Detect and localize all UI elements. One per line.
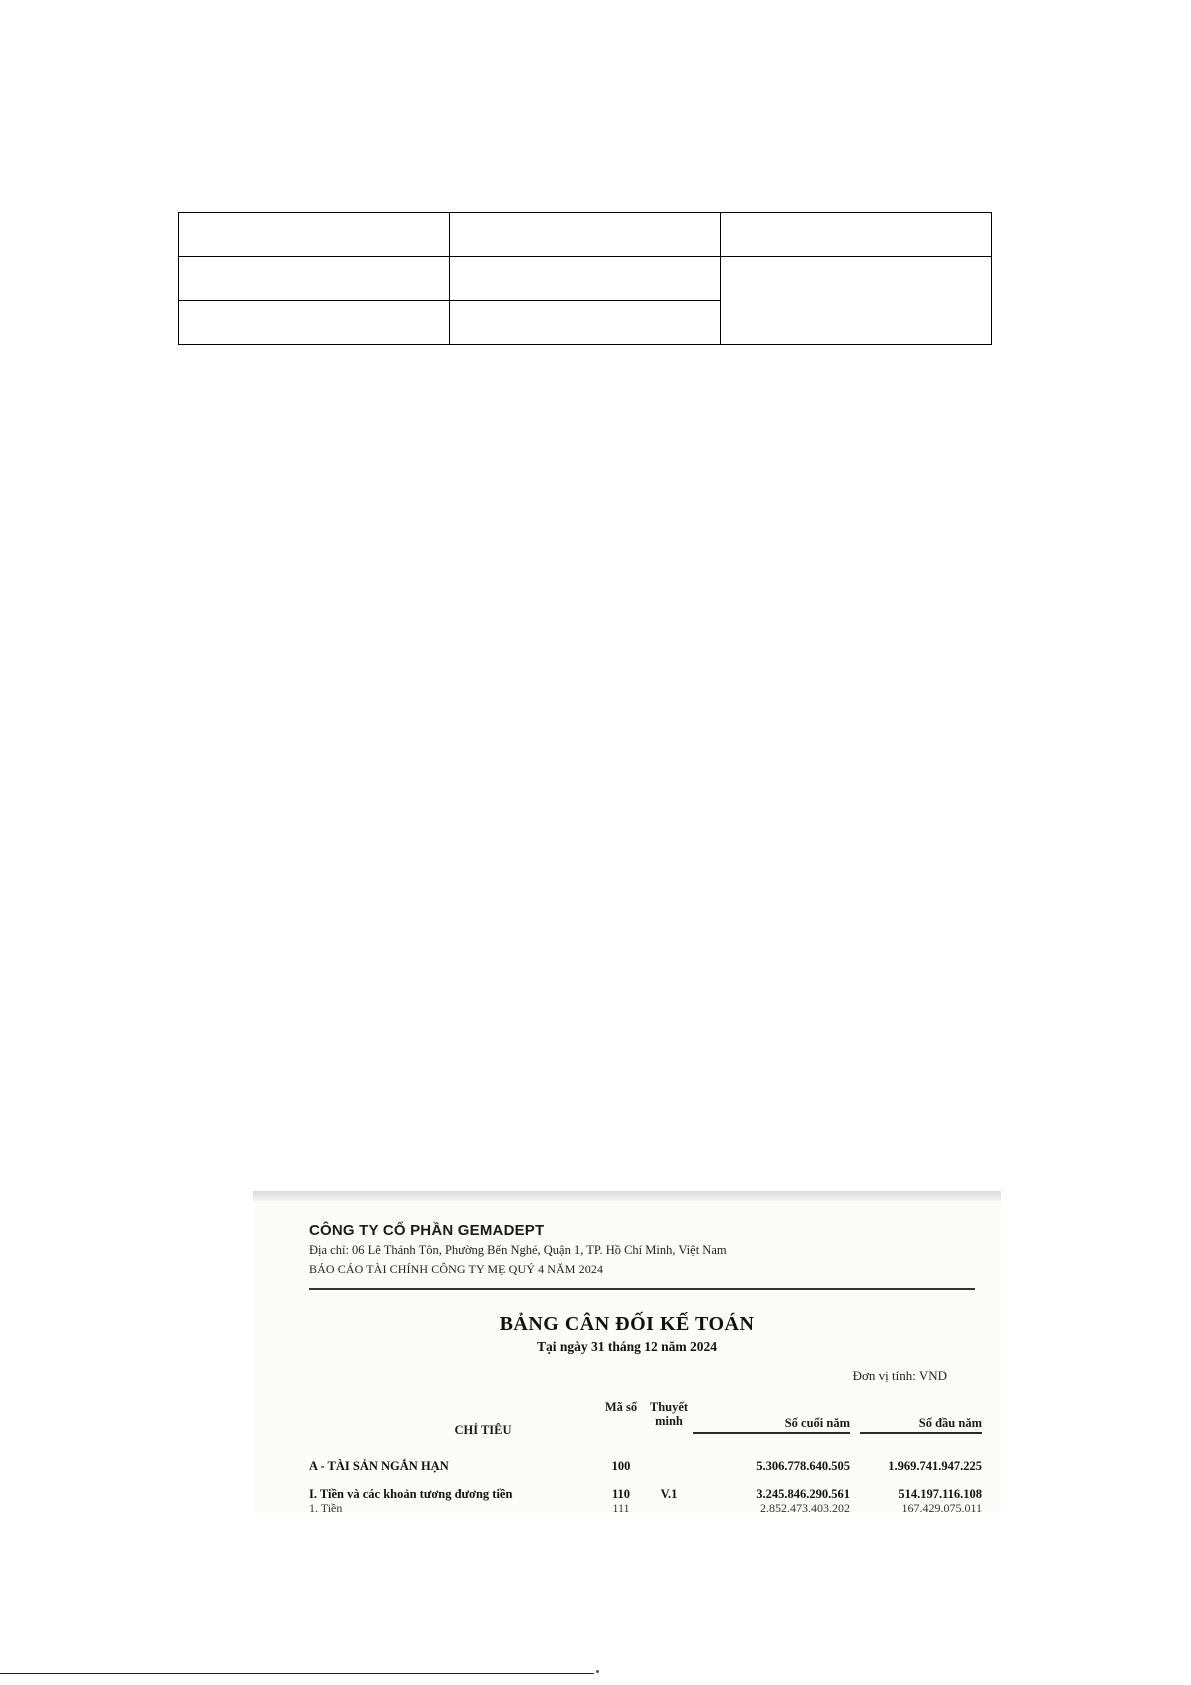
header-indicator: CHỈ TIÊU [454,1423,512,1437]
grid-cell [450,257,721,301]
company-address: Địa chỉ: 06 Lê Thánh Tôn, Phường Bến Nghé, Quận 1, TP. Hồ Chí Minh, Việt Nam [309,1243,727,1257]
grid-row [179,213,992,257]
table-row [253,1459,1001,1475]
grid-row [179,257,992,301]
row-end-value: 5.306.778.640.505 [756,1459,850,1473]
header-divider [309,1288,975,1290]
row-label: 1. Tiền [309,1501,343,1513]
table-row [253,1501,1001,1513]
scan-edge [253,1191,1001,1201]
row-begin-value: 1.969.741.947.225 [888,1459,982,1473]
grid-cell [179,257,450,301]
report-name: BÁO CÁO TÀI CHÍNH CÔNG TY MẸ QUÝ 4 NĂM 2024 [309,1262,604,1276]
scanned-balance-sheet [253,1191,1001,1513]
currency-unit: Đơn vị tính: VND [852,1368,947,1383]
row-code: 110 [611,1487,631,1501]
row-end-value: 3.245.846.290.561 [756,1487,850,1501]
grid-cell [179,301,450,345]
header-beginning-of-year: Số đầu năm [918,1416,982,1430]
grid-cell [450,213,721,257]
grid-cell [450,301,721,345]
footnote-divider [0,1673,594,1674]
row-code: 111 [612,1501,630,1513]
grid-cell [179,213,450,257]
row-label: I. Tiền và các khoản tương đương tiền [309,1487,513,1501]
company-name: CÔNG TY CỔ PHẦN GEMADEPT [309,1222,545,1239]
row-end-value: 2.852.473.403.202 [760,1501,850,1513]
row-label: A - TÀI SẢN NGẮN HẠN [309,1459,449,1473]
header-code: Mã số [604,1400,638,1414]
signature-grid [178,212,992,345]
row-begin-value: 514.197.116.108 [898,1487,982,1501]
header-end-of-year: Số cuối năm [784,1416,850,1430]
footnote-mark [596,1670,599,1673]
header-underline [860,1432,982,1434]
statement-title: BẢNG CÂN ĐỐI KẾ TOÁN [499,1313,755,1335]
row-note: V.1 [660,1487,678,1501]
grid-cell-merged [721,257,992,345]
header-underline [693,1432,850,1434]
grid-cell [721,213,992,257]
statement-date: Tại ngày 31 tháng 12 năm 2024 [536,1339,718,1354]
row-begin-value: 167.429.075.011 [901,1501,982,1513]
row-code: 100 [611,1459,631,1473]
header-note: Thuyết minh [649,1400,689,1428]
